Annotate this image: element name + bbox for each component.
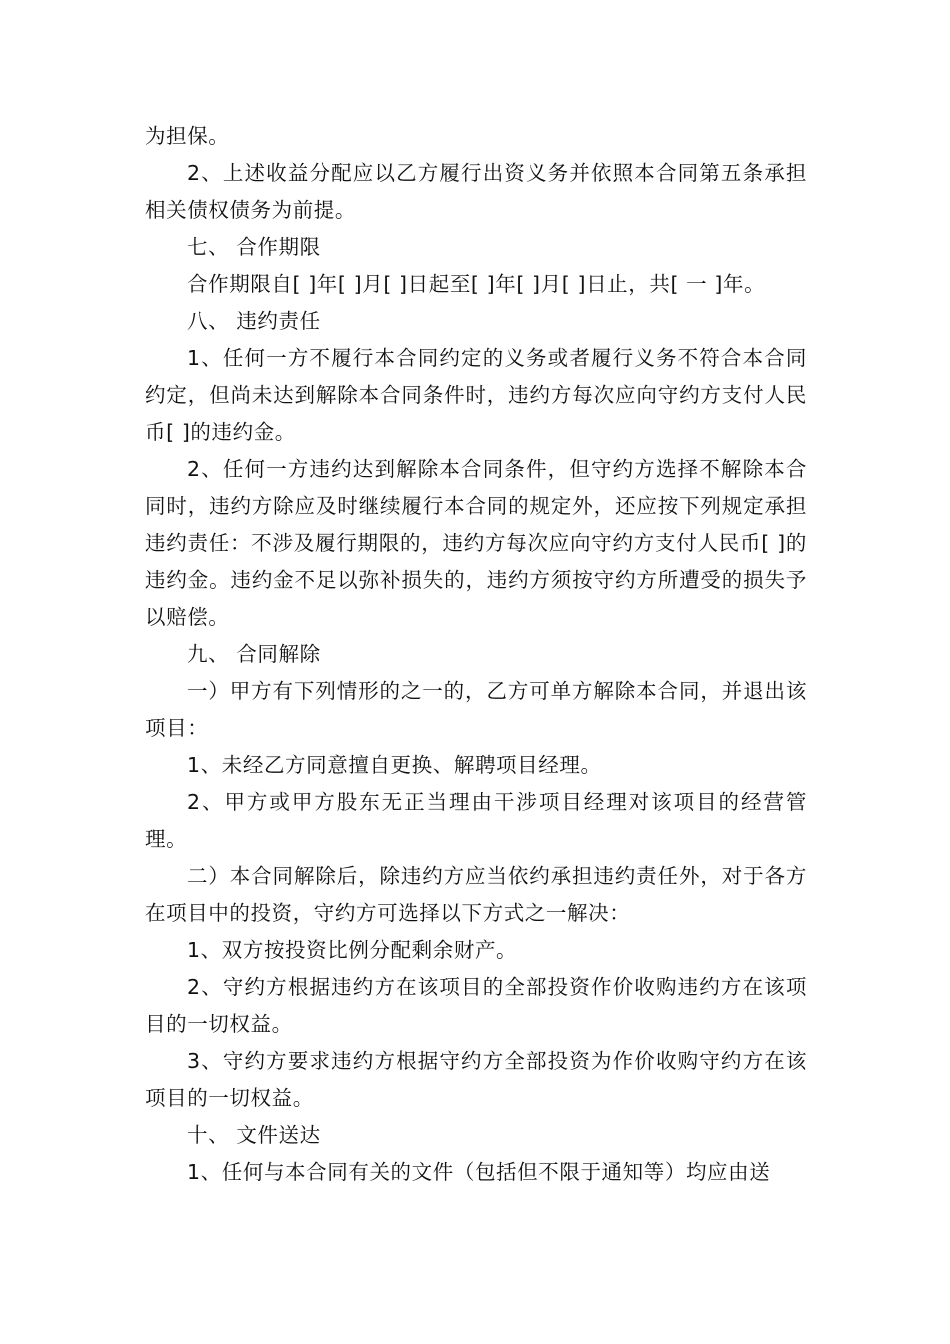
paragraph-3: 合作期限自[ ]年[ ]月[ ]日起至[ ]年[ ]月[ ]日止，共[ 一 ]年。 [187,272,766,296]
paragraph-5: 2、任何一方违约达到解除本合同条件，但守约方选择不解除本合同时，违约方除应及时继续履行本合同的规定外，还应按下列规定承担违约责任：不涉及履行期限的，违约方每次应向守约方支付人民币[ ]的违约金。违约金不足以弥补损失的，违约方须按守约方所遭受的损失予以赔偿。 [145,457,807,629]
paragraph-4: 1、任何一方不履行本合同约定的义务或者履行义务不符合本合同约定，但尚未达到解除本合同条件时，违约方每次应向守约方支付人民币[ ]的违约金。 [145,346,807,444]
paragraph-9: 二）本合同解除后，除违约方应当依约承担违约责任外，对于各方在项目中的投资，守约方可选择以下方式之一解决： [145,864,807,925]
paragraph-10: 1、双方按投资比例分配剩余财产。 [187,938,518,962]
paragraph-11: 2、守约方根据违约方在该项目的全部投资作价收购违约方在该项目的一切权益。 [145,975,807,1036]
section-heading-9: 九、 合同解除 [187,642,321,666]
paragraph-13: 1、任何与本合同有关的文件（包括但不限于通知等）均应由送 [187,1160,771,1184]
section-heading-8: 八、 违约责任 [187,309,321,333]
paragraph-8: 2、甲方或甲方股东无正当理由干涉项目经理对该项目的经营管理。 [145,790,807,851]
paragraph-1: 为担保。 [145,124,230,148]
paragraph-7: 1、未经乙方同意擅自更换、解聘项目经理。 [187,753,602,777]
paragraph-6: 一）甲方有下列情形的之一的，乙方可单方解除本合同，并退出该项目： [145,679,807,740]
paragraph-12: 3、守约方要求违约方根据守约方全部投资为作价收购守约方在该项目的一切权益。 [145,1049,807,1110]
section-heading-7: 七、 合作期限 [187,235,321,259]
section-heading-10: 十、 文件送达 [187,1123,321,1147]
document-body [145,118,807,1191]
paragraph-2: 2、上述收益分配应以乙方履行出资义务并依照本合同第五条承担相关债权债务为前提。 [145,161,807,222]
